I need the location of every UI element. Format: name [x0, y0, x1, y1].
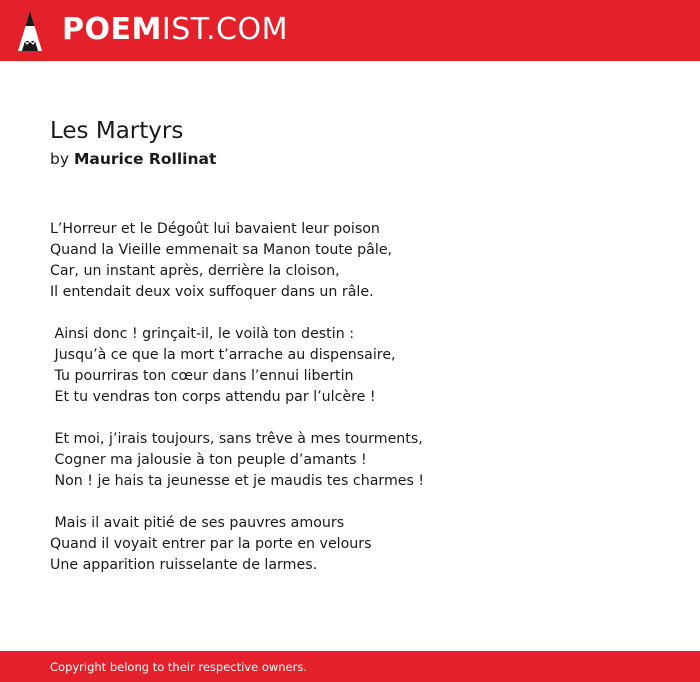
copyright-notice: Copyright belong to their respective owners. — [50, 660, 308, 674]
site-header — [0, 0, 700, 61]
poem-line: Une apparition ruisselante de larmes. — [50, 557, 318, 573]
poem-line: Non ! je hais ta jeunesse et je maudis tes charmes ! — [50, 473, 425, 489]
by-label: by — [50, 150, 70, 168]
poem-author: Maurice Rollinat — [73, 150, 217, 168]
logo-light-text: IST.COM — [161, 12, 288, 47]
logo-bold-text: POEM — [62, 12, 162, 47]
site-logo[interactable] — [62, 13, 288, 47]
poem-line: Cogner ma jalousie à ton peuple d’amants ! — [50, 452, 367, 468]
poem-line: Et tu vendras ton corps attendu par l’ulcère ! — [50, 389, 376, 405]
stanza — [50, 324, 650, 408]
poem-body — [50, 219, 650, 597]
stanza — [50, 429, 650, 492]
poem-title: Les Martyrs — [50, 118, 184, 144]
poem-line: Mais il avait pitié de ses pauvres amours — [50, 515, 345, 531]
poem-line: L’Horreur et le Dégoût lui bavaient leur poison — [50, 221, 380, 237]
poem-line: Et moi, j’irais toujours, sans trêve à mes tourments, — [50, 431, 423, 447]
poem-line: Car, un instant après, derrière la cloison, — [50, 263, 340, 279]
poem-byline — [50, 148, 216, 170]
poem-line: Quand la Vieille emmenait sa Manon toute pâle, — [50, 242, 393, 258]
pencil-tip-icon[interactable] — [17, 10, 43, 52]
poem-line: Tu pourriras ton cœur dans l’ennui libertin — [50, 368, 354, 384]
site-footer — [0, 651, 700, 682]
stanza — [50, 513, 650, 576]
poem-line: Il entendait deux voix suffoquer dans un râle. — [50, 284, 374, 300]
poem-line: Jusqu’à ce que la mort t’arrache au dispensaire, — [50, 347, 396, 363]
stanza — [50, 219, 650, 303]
poem-line: Ainsi donc ! grinçait-il, le voilà ton destin : — [50, 326, 354, 342]
poem-line: Quand il voyait entrer par la porte en velours — [50, 536, 372, 552]
